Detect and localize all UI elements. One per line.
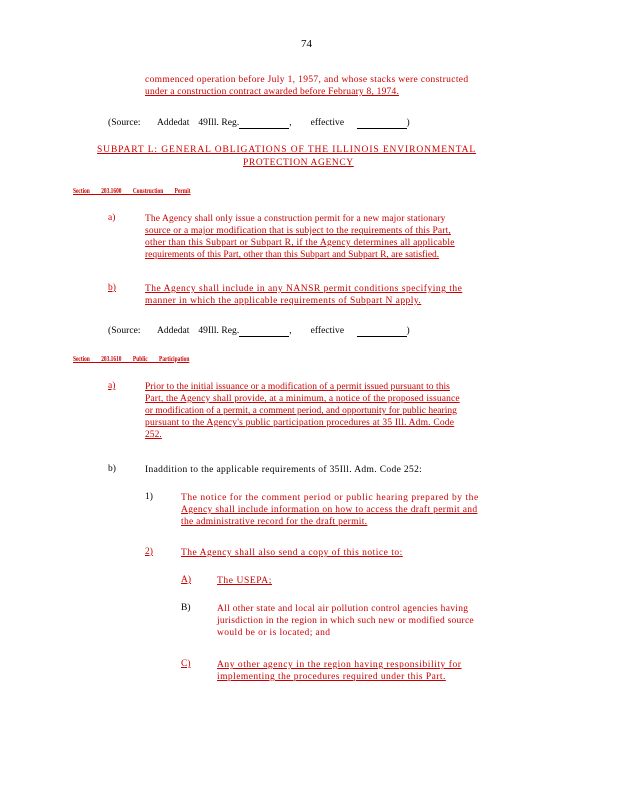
- section-1610-a-line-4: pursuant to the Agency's public participation procedures at 35 Ill. Adm. Code: [145, 418, 455, 428]
- section-1610-a-label: a): [108, 381, 116, 391]
- section-1610-a-line-5: 252.: [145, 430, 162, 440]
- intro-line-1: commenced operation before July 1, 1957, and whose stacks were constructed: [145, 75, 469, 85]
- section-1600-a-line-1: The Agency shall only issue a construction permit for a new major stationary: [145, 214, 446, 224]
- source-note-1: [108, 117, 410, 129]
- subitem-1-line-1: The notice for the comment period or public hearing prepared by the: [181, 493, 479, 503]
- section-1600-heading: Section 203.1600 Construction Permit: [73, 186, 191, 195]
- subitem-2C-line-2: implementing the procedures required under this Part.: [217, 672, 446, 682]
- section-1600-a-label: a): [108, 213, 116, 223]
- subitem-2B-line-1: All other state and local air pollution control agencies having: [217, 604, 469, 614]
- source-label-2: (Source:: [108, 326, 141, 336]
- subitem-2B-line-3: would be or is located; and: [217, 628, 331, 638]
- section-1610-a-text: [145, 381, 460, 441]
- subpart-title-line-1: SUBPART L: GENERAL OBLIGATIONS OF THE ILLINOIS ENVIRONMENTAL: [97, 145, 477, 155]
- page-number: 74: [301, 38, 312, 50]
- section-1600-a-line-3: other than this Subpart or Subpart R, if the Agency determines all applicable: [145, 238, 455, 248]
- subitem-2-text: The Agency shall also send a copy of this notice to:: [181, 548, 403, 558]
- section-1610-a-line-3: or modification of a permit, a comment period, and opportunity for public hearing: [145, 406, 457, 416]
- section-1610-a-line-1: Prior to the initial issuance or a modification of a permit issued pursuant to this: [145, 382, 450, 392]
- section-1600-a-line-4: requirements of this Part, other than this Subpart and Subpart R, are satisfied.: [145, 250, 440, 260]
- intro-paragraph: [145, 74, 468, 98]
- subitem-2B-line-2: jurisdiction in the region in which such new or modified source: [217, 616, 474, 626]
- reg-label-2: 49Ill. Reg.: [198, 326, 240, 336]
- subitem-2C-line-1: Any other agency in the region having responsibility for: [217, 660, 462, 670]
- added-label-2: Addedat: [156, 326, 190, 336]
- subitem-1-label: 1): [145, 492, 153, 502]
- added-label: Addedat: [156, 118, 190, 128]
- section-1600-b-line-2: manner in which the applicable requirements of Subpart N apply.: [145, 296, 422, 306]
- source-note-2: [108, 325, 410, 337]
- reg-blank-2: [239, 326, 292, 337]
- section-1610-a-line-2: Part, the Agency shall provide, at a minimum, a notice of the proposed issuance: [145, 394, 460, 404]
- section-1610-b-label: b): [108, 464, 116, 474]
- subitem-2-label: 2): [145, 547, 153, 557]
- subitem-1-line-2: Agency shall include information on how to access the draft permit and: [181, 505, 478, 515]
- subitem-1-line-3: the administrative record for the draft permit.: [181, 517, 368, 527]
- comma-2: ,: [289, 326, 292, 336]
- section-1610-heading: Section 203.1610 Public Participation: [73, 354, 190, 363]
- effective-label-2: effective: [310, 326, 345, 336]
- source-label: (Source:: [108, 118, 141, 128]
- section-1600-a-text: [145, 213, 455, 261]
- section-1600-b-label: b): [108, 283, 116, 293]
- subpart-title-line-2: PROTECTION AGENCY: [243, 158, 354, 168]
- reg-blank: [239, 118, 292, 129]
- effective-blank: [357, 118, 407, 129]
- subitem-2A-text: The USEPA;: [217, 576, 273, 586]
- close-paren: ): [406, 118, 410, 128]
- intro-line-2: under a construction contract awarded before February 8, 1974.: [145, 87, 400, 97]
- section-1600-b-text: [145, 283, 462, 307]
- effective-blank-2: [357, 326, 407, 337]
- subitem-2B-text: [217, 603, 474, 639]
- section-1610-b-text: Inaddition to the applicable requirements of 35Ill. Adm. Code 252:: [145, 465, 423, 475]
- reg-label: 49Ill. Reg.: [198, 118, 240, 128]
- section-1600-b-line-1: The Agency shall include in any NANSR permit conditions specifying the: [145, 284, 463, 294]
- comma: ,: [289, 118, 292, 128]
- effective-label: effective: [310, 118, 345, 128]
- subitem-2A-label: A): [181, 575, 192, 585]
- subitem-2C-label: C): [181, 659, 191, 669]
- subitem-1-text: [181, 492, 479, 528]
- subitem-2B-label: B): [181, 603, 191, 613]
- section-1600-a-line-2: source or a major modification that is subject to the requirements of this Part,: [145, 226, 451, 236]
- subitem-2C-text: [217, 659, 462, 683]
- close-paren-2: ): [406, 326, 410, 336]
